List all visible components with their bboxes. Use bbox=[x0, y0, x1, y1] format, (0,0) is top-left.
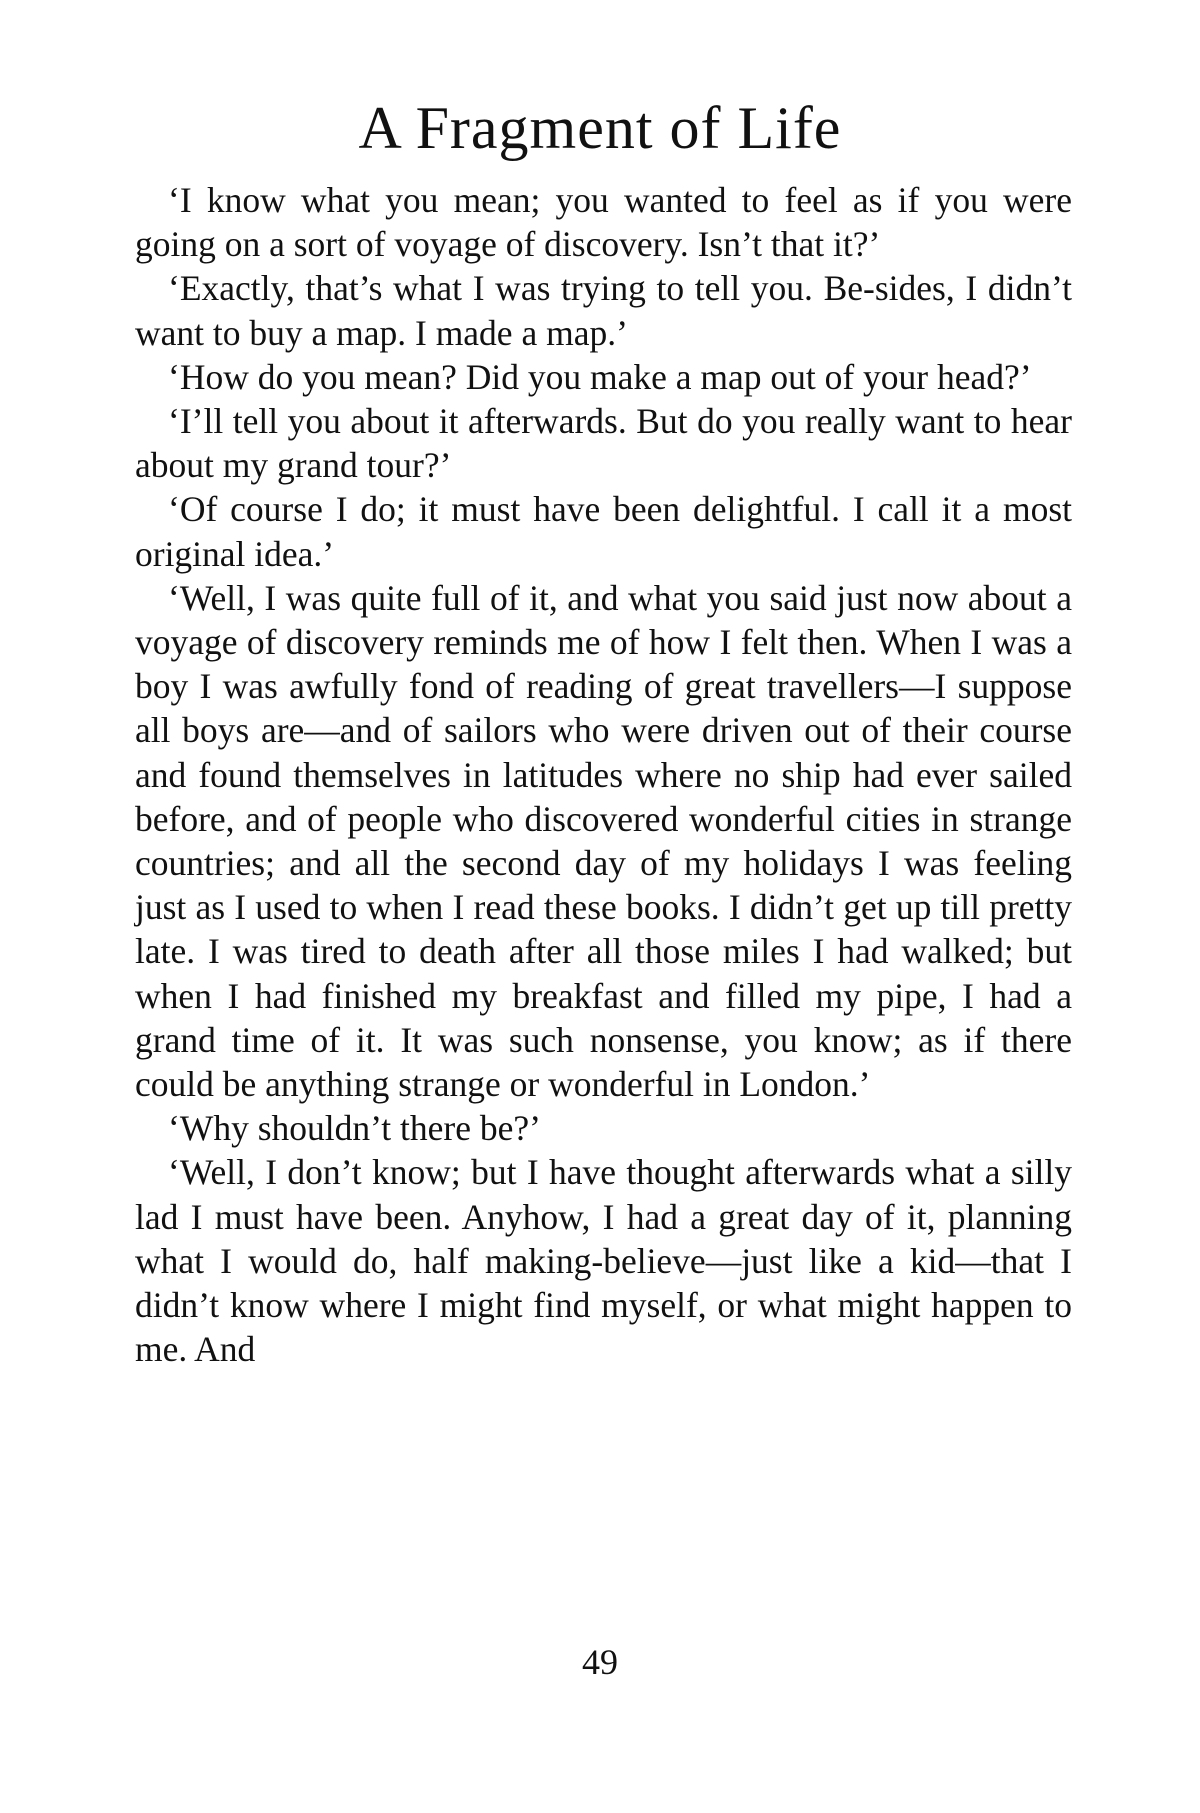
paragraph: ‘Why shouldn’t there be?’ bbox=[168, 1108, 541, 1149]
paragraph: ‘I know what you mean; you wanted to feel as if you were going on a sort of voyage of discovery. Isn’t that it?’ bbox=[135, 180, 1072, 265]
paragraph: ‘I’ll tell you about it afterwards. But do you really want to hear about my grand tour?’ bbox=[135, 401, 1072, 486]
paragraph: ‘Exactly, that’s what I was trying to tell you. Be-sides, I didn’t want to buy a map. I made a map.’ bbox=[135, 268, 1072, 353]
paragraph: ‘Of course I do; it must have been delightful. I call it a most original idea.’ bbox=[135, 489, 1072, 574]
paragraph: ‘Well, I was quite full of it, and what you said just now about a voyage of discovery reminds me of how I felt then. When I was a boy I was awfully fond of reading of great travellers—I suppose all boys are—and of sailors who were driven out of their course and found themselves in latitudes where no ship had ever sailed before, and of people who discovered wonderful cities in strange countries; and all the second day of my holidays I was feeling just as I used to when I read these books. I didn’t get up till pretty late. I was tired to death after all those miles I had walked; but when I had finished my breakfast and filled my pipe, I had a grand time of it. It was such nonsense, you know; as if there could be anything strange or wonderful in London.’ bbox=[135, 577, 1072, 1105]
running-title: A Fragment of Life bbox=[358, 95, 842, 161]
paragraph: ‘How do you mean? Did you make a map out of your head?’ bbox=[168, 356, 1032, 397]
page-number: 49 bbox=[582, 1642, 618, 1682]
body-text bbox=[135, 178, 1072, 1371]
paragraph: ‘Well, I don’t know; but I have thought afterwards what a silly lad I must have been. Anyhow, I had a great day of it, planning what I would do, half making-believe—just like a kid—that I didn’t know where I might find myself, or what might happen to me. And bbox=[135, 1152, 1072, 1370]
